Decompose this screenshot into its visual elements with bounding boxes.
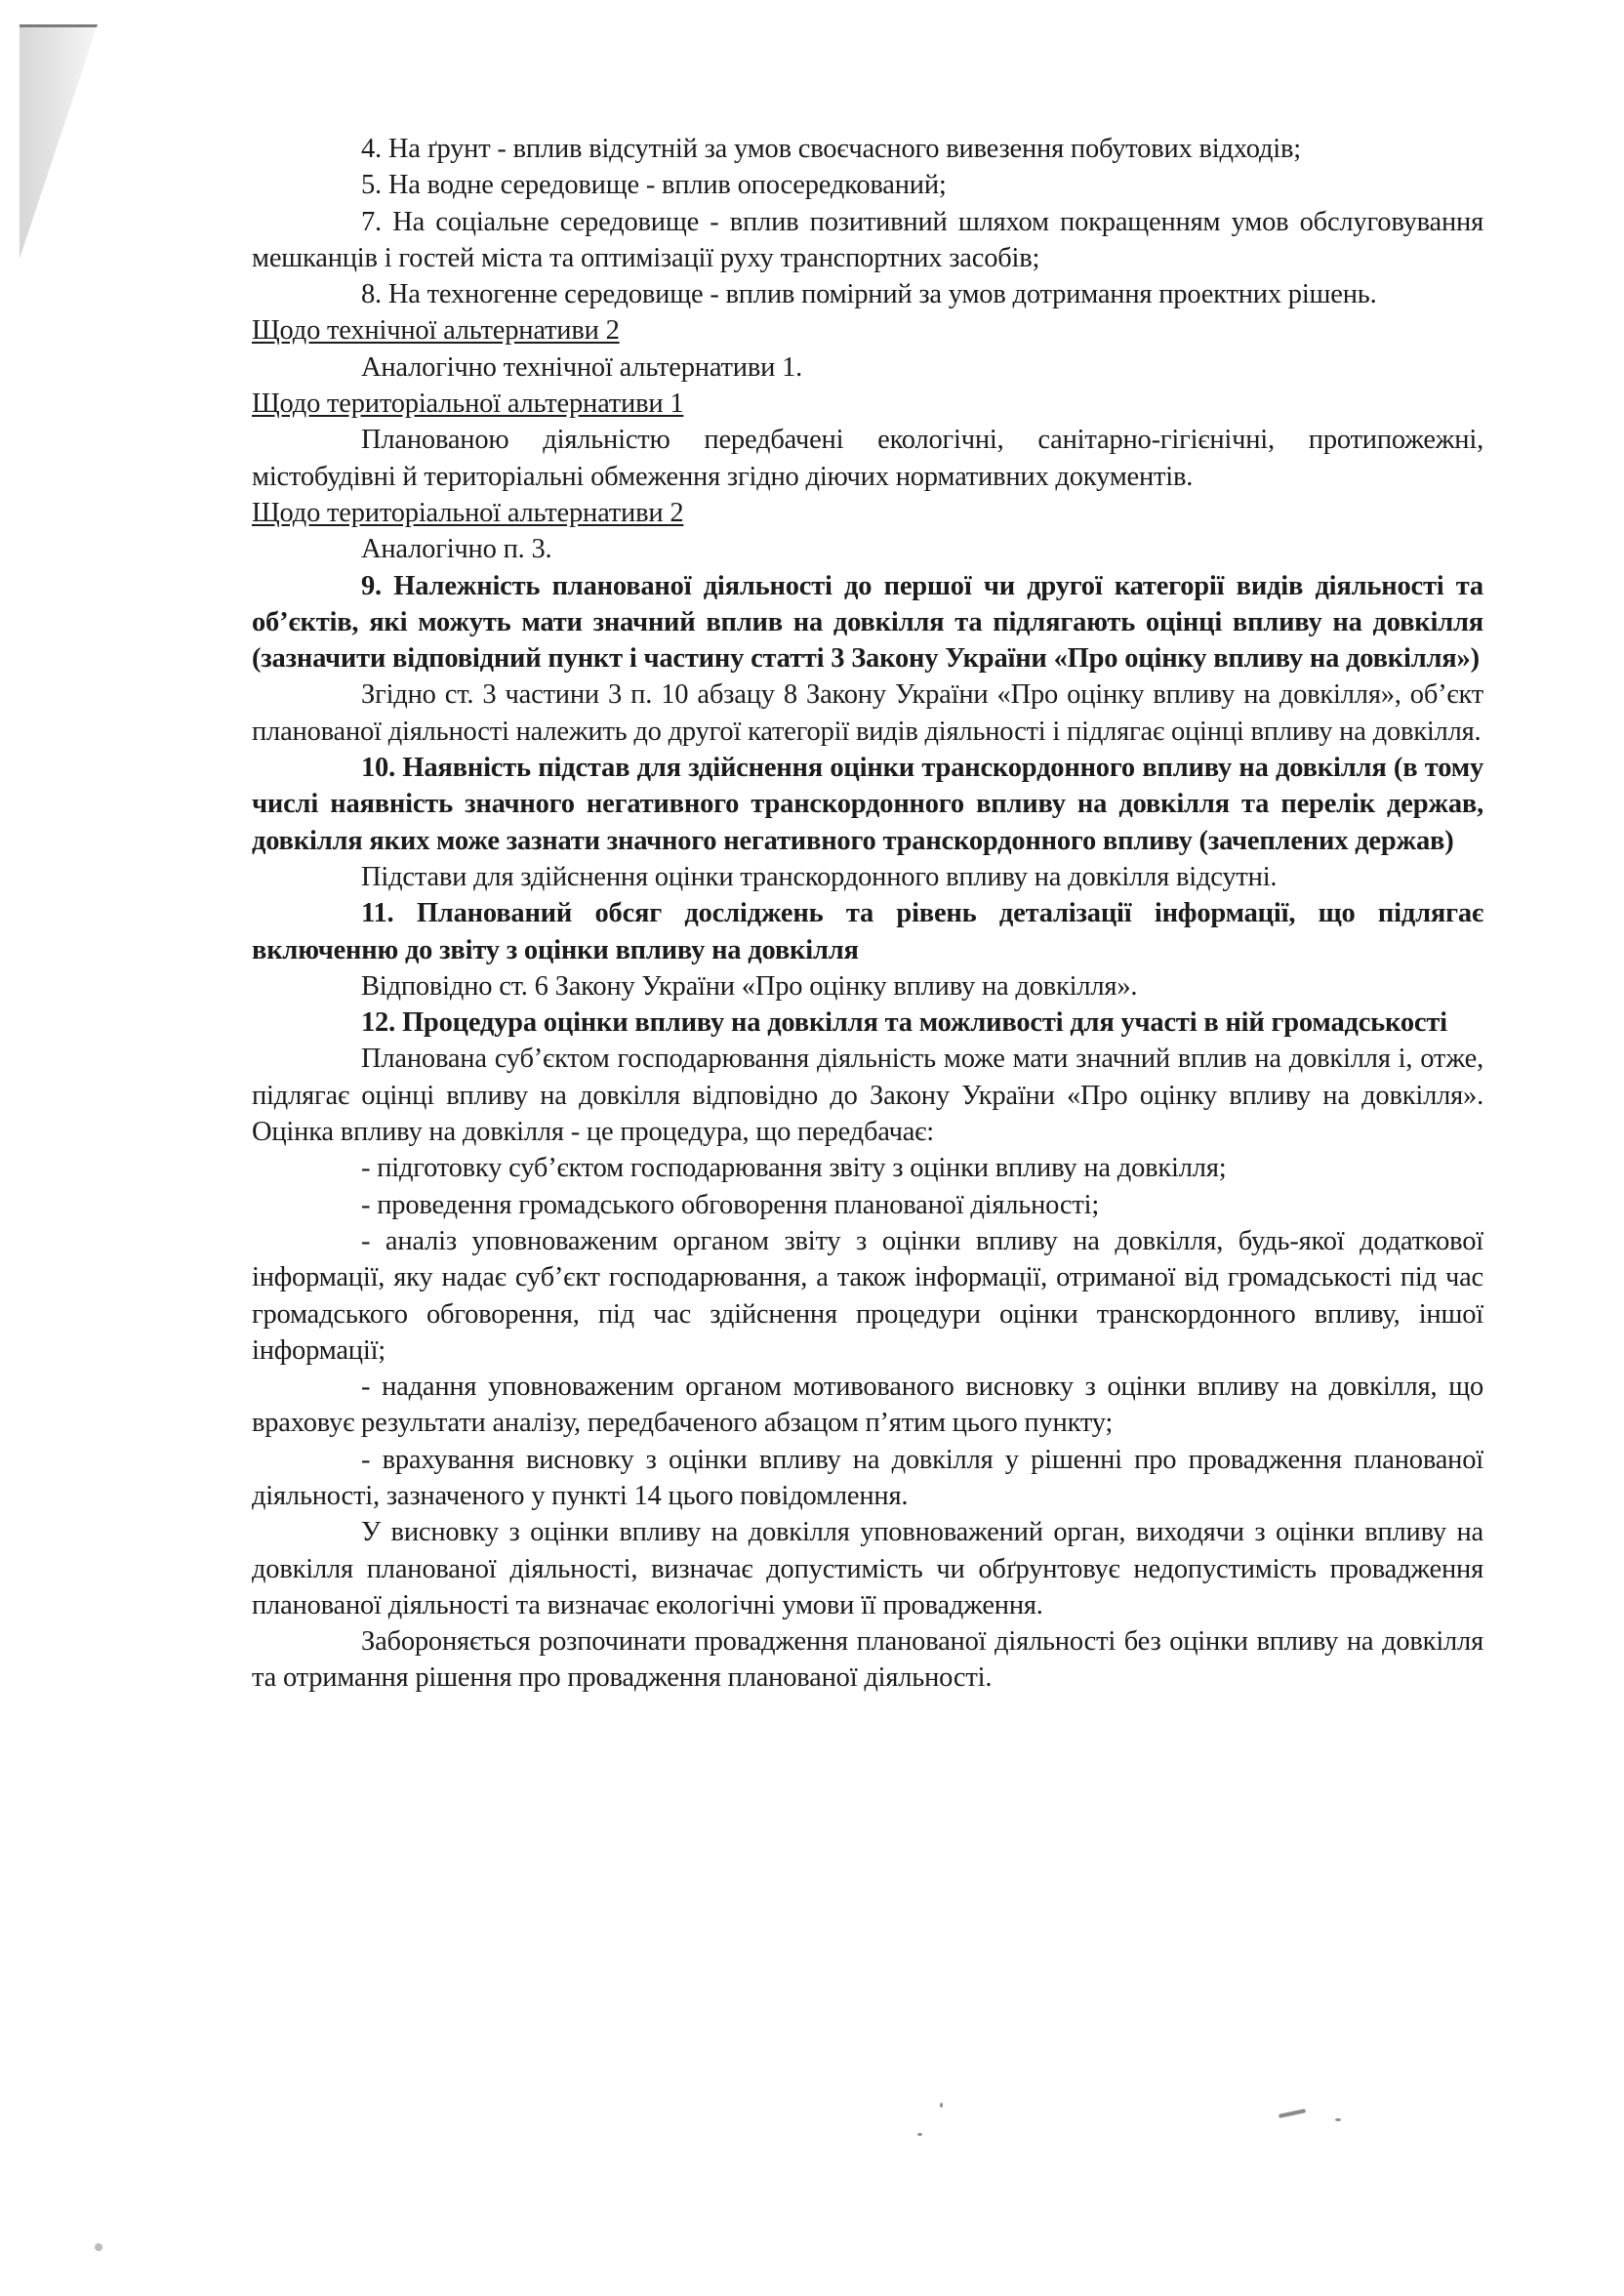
- list-item-analysis: - аналіз уповноваженим органом звіту з оцінки впливу на довкілля, будь-якої додаткової інформації, яку надає суб’єкт господарювання, а також інформації, отриманої від громадськості під час громадського обговорення, під час здійснення процедури оцінки транскордонного впливу, іншої інформації;: [252, 1225, 1483, 1366]
- paragraph-technogenic-impact: 8. На техногенне середовище - вплив помірний за умов дотримання проектних рішень.: [361, 279, 1377, 310]
- paragraph-section-10: Підстави для здійснення оцінки транскордонного впливу на довкілля відсутні.: [361, 861, 1278, 892]
- paragraph-territorial-alternative-1: Планованою діяльністю передбачені екологічні, санітарно-гігієнічні, протипожежні, містобудівні й територіальні обмеження згідно діючих нормативних документів.: [252, 425, 1483, 492]
- paragraph-section-11: Відповідно ст. 6 Закону України «Про оцінку впливу на довкілля».: [361, 970, 1138, 1002]
- list-item-public-discussion: - проведення громадського обговорення планованої діяльності;: [361, 1189, 1100, 1220]
- folded-corner-shadow: [20, 24, 98, 259]
- scan-speck: [1279, 2109, 1306, 2118]
- scan-speck: [940, 2103, 943, 2108]
- section-heading-9: 9. Належність планованої діяльності до першої чи другої категорії видів діяльності та об’єктів, які можуть мати значний вплив на довкілля та підлягають оцінці впливу на довкілля (зазначити відповідний пункт і частину статті 3 Закону України «Про оцінку впливу на довкілля»): [252, 570, 1483, 675]
- paragraph-section-9: Згідно ст. 3 частини 3 п. 10 абзацу 8 Закону України «Про оцінку впливу на довкілля», об’єкт планованої діяльності належить до другої категорії видів діяльності і підлягає оцінці впливу на довкілля.: [252, 679, 1483, 747]
- document-body: [252, 131, 1483, 1697]
- paragraph-territorial-alternative-2: Аналогічно п. 3.: [361, 534, 552, 565]
- subheading-technical-alternative-2: Щодо технічної альтернативи 2: [252, 315, 620, 347]
- paragraph-prohibition: Забороняється розпочинати провадження планованої діяльності без оцінки впливу на довкілля та отримання рішення про провадження планованої діяльності.: [252, 1626, 1483, 1694]
- paragraph-technical-alternative-2: Аналогічно технічної альтернативи 1.: [361, 351, 803, 383]
- section-heading-11: 11. Планований обсяг досліджень та рівень деталізації інформації, що підлягає включенню до звіту з оцінки впливу на довкілля: [252, 898, 1483, 965]
- subheading-territorial-alternative-1: Щодо територіальної альтернативи 1: [252, 389, 684, 420]
- paragraph-section-12-intro: Планована суб’єктом господарювання діяльність може мати значний вплив на довкілля і, отже, підлягає оцінці впливу на довкілля відповідно до Закону України «Про оцінку впливу на довкілля». Оцінка впливу на довкілля - це процедура, що передбачає:: [252, 1044, 1483, 1148]
- scan-speck: [95, 2243, 102, 2251]
- scan-speck: [917, 2133, 922, 2136]
- subheading-territorial-alternative-2: Щодо територіальної альтернативи 2: [252, 497, 684, 528]
- list-item-conclusion: - надання уповноваженим органом мотивованого висновку з оцінки впливу на довкілля, що враховує результати аналізу, передбаченого абзацом п’ятим цього пункту;: [252, 1372, 1483, 1439]
- paragraph-conclusion-determination: У висновку з оцінки впливу на довкілля уповноважений орган, виходячи з оцінки впливу на довкілля планованої діяльності, визначає допустимість чи обґрунтовує недопустимість провадження планованої діяльності та визначає екологічні умови її провадження.: [252, 1517, 1483, 1620]
- paragraph-social-impact: 7. На соціальне середовище - вплив позитивний шляхом покращенням умов обслуговування мешканців і гостей міста та оптимізації руху транспортних засобів;: [252, 206, 1483, 273]
- list-item-decision: - врахування висновку з оцінки впливу на довкілля у рішенні про провадження планованої діяльності, зазначеного у пункті 14 цього повідомлення.: [252, 1444, 1483, 1511]
- scan-speck: [1335, 2118, 1341, 2121]
- paragraph-water-impact: 5. На водне середовище - вплив опосередкований;: [361, 170, 947, 201]
- section-heading-12: 12. Процедура оцінки впливу на довкілля та можливості для участі в ній громадськості: [361, 1007, 1447, 1039]
- section-heading-10: 10. Наявність підстав для здійснення оцінки транскордонного впливу на довкілля (в тому числі наявність значного негативного транскордонного впливу на довкілля та перелік держав, довкілля яких може зазнати значного негативного транскордонного впливу (зачеплених держав): [252, 753, 1483, 856]
- paragraph-soil-impact: 4. На ґрунт - вплив відсутній за умов своєчасного вивезення побутових відходів;: [361, 134, 1301, 164]
- list-item-report-preparation: - підготовку суб’єктом господарювання звіту з оцінки впливу на довкілля;: [361, 1153, 1227, 1184]
